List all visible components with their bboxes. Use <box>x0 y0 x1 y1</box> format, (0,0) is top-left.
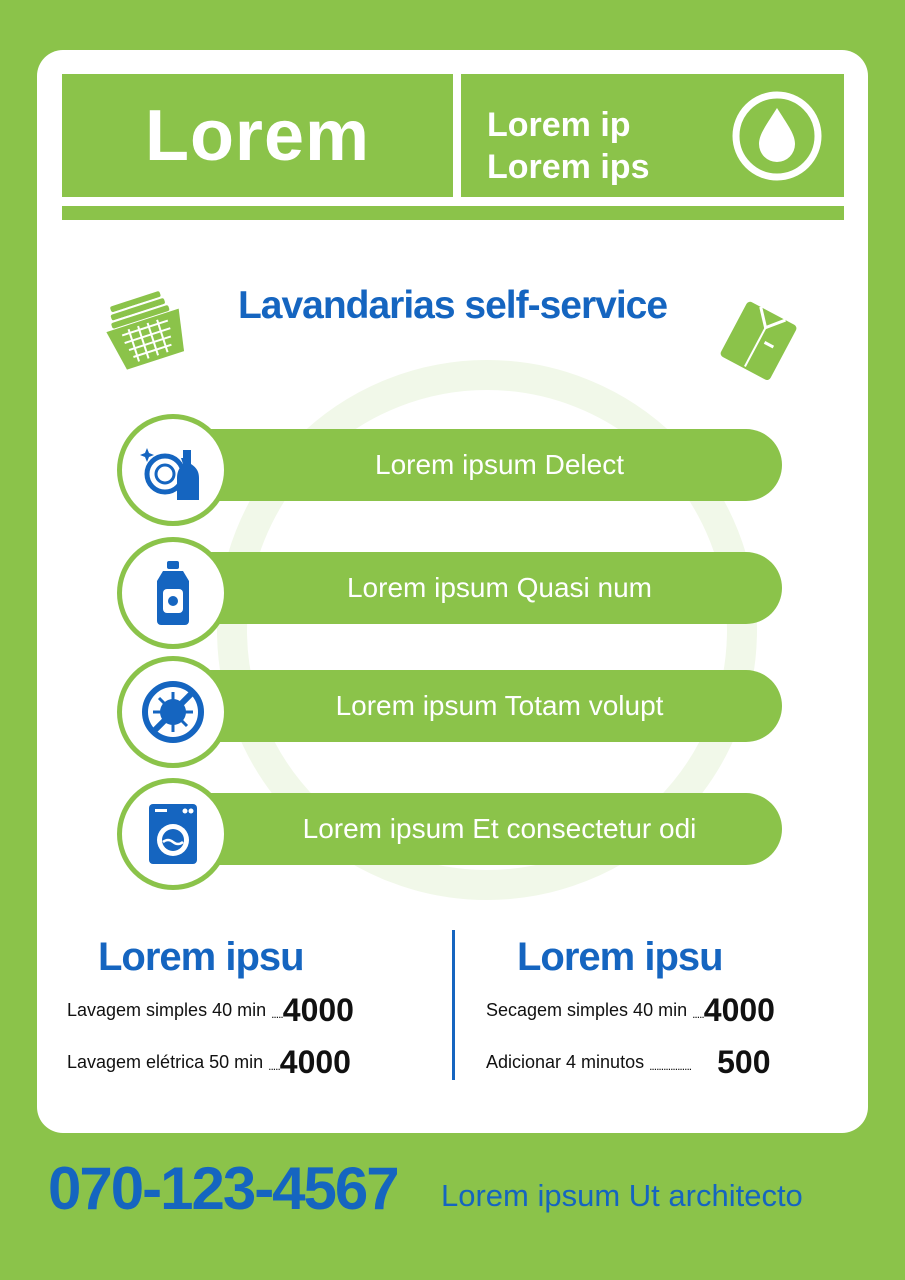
dish-soap-icon <box>137 434 209 506</box>
price-row <box>67 992 354 1029</box>
header-title: Lorem <box>144 95 371 176</box>
header-subtitle-line1: Lorem ip <box>487 106 631 144</box>
pricing-divider <box>452 930 455 1080</box>
feature-icon-circle-3 <box>117 656 229 768</box>
price-dots: ..... <box>271 1007 283 1021</box>
flyer-card <box>37 50 868 1133</box>
feature-label: Lorem ipsum Totam volupt <box>335 690 664 721</box>
price-row <box>67 1044 351 1081</box>
feature-pill-4 <box>167 793 782 865</box>
price-label: Lavagem simples 40 min <box>67 1000 267 1020</box>
header-divider-bar <box>62 206 844 220</box>
folded-shirt-icon <box>715 296 803 384</box>
phone-number: 070-123-4567 <box>48 1155 398 1222</box>
price-label: Secagem simples 40 min <box>486 1000 688 1020</box>
feature-label: Lorem ipsum Quasi num <box>346 572 652 603</box>
price-row <box>486 1044 771 1081</box>
feature-pill-3 <box>167 670 782 742</box>
water-drop-icon <box>731 90 823 182</box>
feature-pill-2 <box>167 552 782 624</box>
price-dots: ..... <box>268 1059 280 1073</box>
pricing-right-title: Lorem ipsu <box>517 935 723 979</box>
feature-icon-circle-1 <box>117 414 229 526</box>
no-germ-icon <box>137 676 209 748</box>
price-value: 4000 <box>282 992 354 1028</box>
header-title-box <box>62 74 453 197</box>
price-label: Adicionar 4 minutos <box>486 1052 645 1072</box>
header-subtitle <box>487 104 649 188</box>
price-value: 4000 <box>703 992 775 1028</box>
footer-text: Lorem ipsum Ut architecto <box>441 1178 803 1213</box>
feature-label: Lorem ipsum Et consectetur odi <box>302 813 697 844</box>
washing-machine-icon <box>137 798 209 870</box>
feature-pill-1 <box>167 429 782 501</box>
header-subtitle-box <box>461 74 844 197</box>
header-subtitle-line2: Lorem ips <box>487 148 650 186</box>
price-value: 500 <box>717 1044 771 1080</box>
pricing-left-title: Lorem ipsu <box>98 935 304 979</box>
detergent-bottle-icon <box>137 557 209 629</box>
price-value: 4000 <box>279 1044 351 1080</box>
feature-icon-circle-2 <box>117 537 229 649</box>
price-dots: ..... <box>692 1007 704 1021</box>
price-row <box>486 992 775 1029</box>
feature-icon-circle-4 <box>117 778 229 890</box>
main-title: Lavandarias self-service <box>237 284 668 327</box>
feature-label: Lorem ipsum Delect <box>375 449 624 480</box>
price-dots: .................. <box>649 1059 692 1073</box>
price-label: Lavagem elétrica 50 min <box>67 1052 264 1072</box>
